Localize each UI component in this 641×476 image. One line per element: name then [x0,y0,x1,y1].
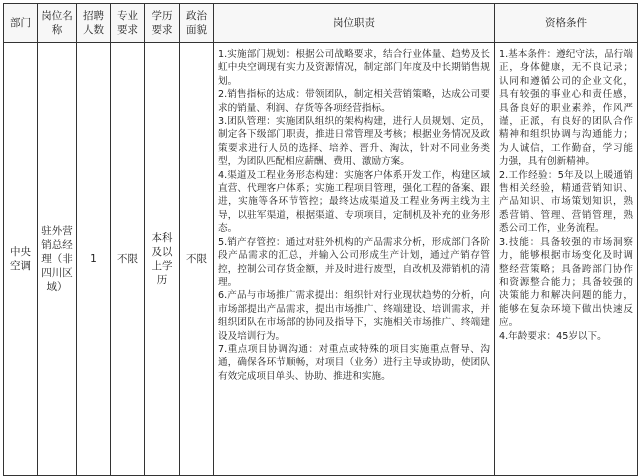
qualification-item: 1.基本条件：遵纪守法，品行端正，身体健康，无不良记录；认同和遵循公司的企业文化，具有较强的事业心和责任感，具备良好的职业素养，作风严谨，正派，有良好的团队合作精神和组织协调与沟通能力；为人诚信，工作勤奋，学习能力强，具有创新精神。 [499,49,633,168]
header-duties: 岗位职责 [214,4,495,43]
cell-education: 本科及以上学历 [145,43,180,476]
qualification-item: 4.年龄要求：45岁以下。 [499,330,607,342]
table-row [4,43,638,476]
cell-political: 不限 [180,43,214,476]
qualification-item: 2.工作经验：5年及以上暖通销售相关经验，精通营销知识、产品知识、市场策划知识，熟悉营销、管理、营销管理，熟悉公司工作，业务流程。 [499,169,633,235]
cell-headcount: 1 [77,43,111,476]
header-row [4,4,638,43]
header-department: 部门 [4,4,38,43]
header-headcount: 招聘人数 [77,4,111,43]
cell-duties [214,43,495,476]
duty-item: 7.重点项目协调沟通：对重点或特殊的项目实施重点督导、沟通，确保各环节顺畅，对项目（业务）进行主导或协助，使团队有效完成项目单头、协助、推进和实施。 [218,343,490,382]
header-political: 政治面貌 [180,4,214,43]
duty-item: 3.团队管理：实施团队组织的架构构建，进行人员规划、定员，制定各下级部门职责，推进日常管理及考核；根据业务情况及政策要求进行人员的选择、培养、晋升、淘汰，针对不同业务类型，为团队匹配相应薪酬、费用、激励方案。 [218,116,490,168]
header-major: 专业要求 [111,4,145,43]
cell-position-name: 驻外营销总经理（非四川区域） [38,43,77,476]
recruitment-table [3,3,638,476]
header-education: 学历要求 [145,4,180,43]
duty-item: 1.实施部门规划：根据公司战略要求，结合行业体量、趋势及长虹中央空调现有实力及资源情况，制定部门年度及中长期销售规划。 [218,49,490,87]
duty-item: 2.销售指标的达成：带领团队，制定相关营销策略，达成公司要求的销量、利润、存货等各项经营指标。 [218,89,490,114]
cell-qualifications [495,43,638,476]
header-position-name: 岗位名称 [38,4,77,43]
qualification-item: 3.技能：具备较强的市场洞察力，能够根据市场变化及时调整经营策略；具备跨部门协作和资源整合能力；具备较强的决策能力和解决问题的能力，能够在复杂环境下做出快速反应。 [499,236,633,329]
duty-item: 6.产品与市场推广需求提出：组织针对行业现状趋势的分析，向市场部提出产品需求，提出市场推广、终端建设、培训需求，并组织团队在市场部的协同及指导下，实施相关市场推广、终端建设及培训行为。 [218,290,490,342]
duty-item: 4.渠道及工程业务形态构建：实施客户体系开发工作，构建区域直营、代理客户体系；实施工程项目管理，强化工程的备案、跟进，实施等各环节管控；最终达成渠道及工程业务两主线为主导，以驻军渠道，根据渠道、专项项目，定制机及补充的业务形态。 [218,169,490,235]
cell-department: 中央空调 [4,43,38,476]
duty-item: 5.销产存管控：通过对驻外机构的产品需求分析，形成部门各阶段产品需求的汇总，并输入公司形成生产计划，通过产销存管控，控制公司存货金额，并及时进行废型，自改机及滞销机的清理。 [218,236,490,288]
cell-major: 不限 [111,43,145,476]
header-qualifications: 资格条件 [495,4,638,43]
